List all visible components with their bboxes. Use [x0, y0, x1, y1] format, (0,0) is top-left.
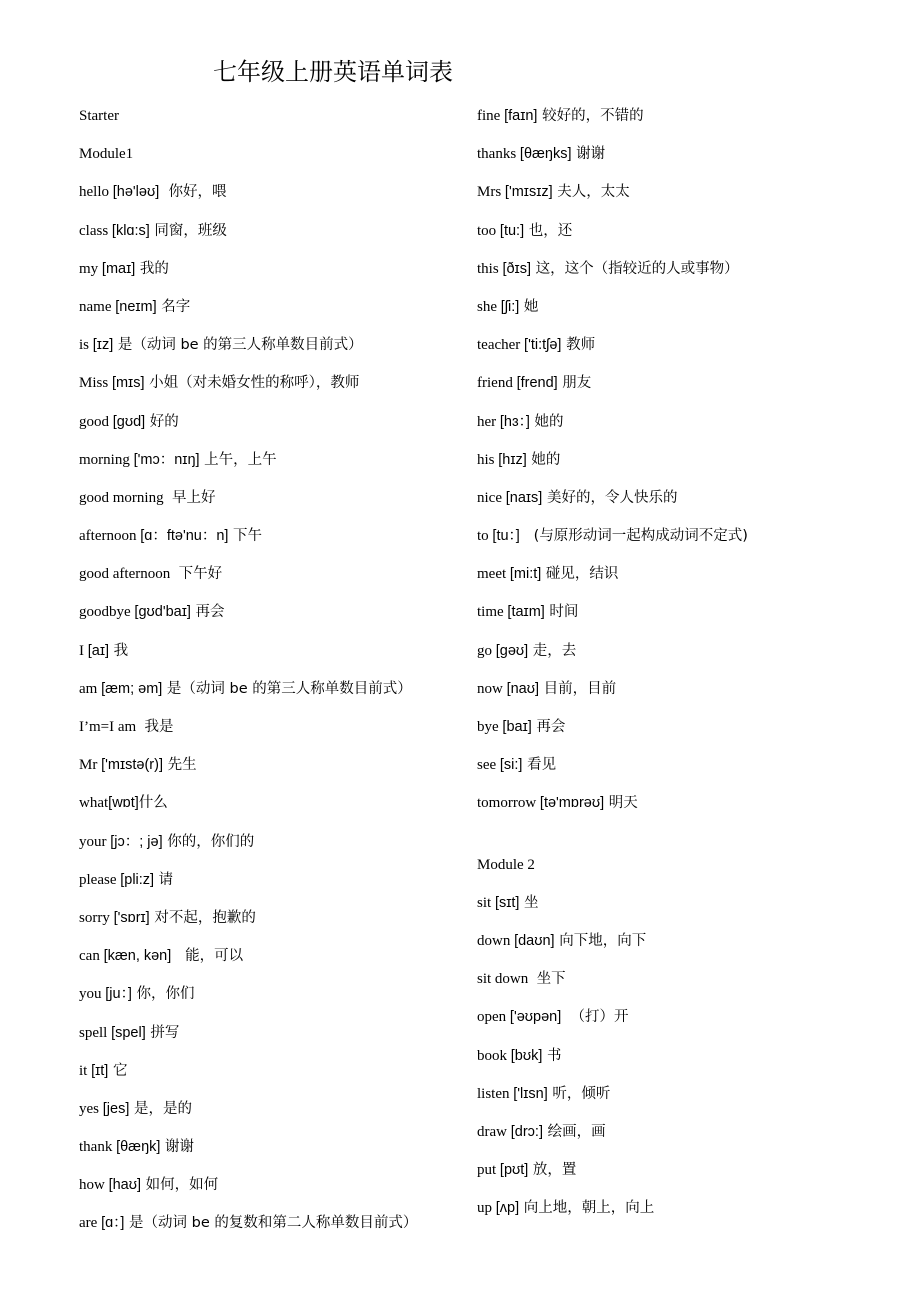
vocab-word: nice — [477, 489, 506, 506]
vocab-phonetic: ['lɪsn] — [513, 1085, 548, 1102]
vocab-entry — [79, 408, 479, 446]
vocab-phonetic: [ɪz] — [92, 337, 114, 354]
vocab-phonetic: [gəʊ] — [495, 642, 529, 659]
vocab-meaning: 书 — [542, 1047, 562, 1064]
vocab-meaning: 坐 — [519, 894, 539, 911]
vocab-entry — [79, 102, 479, 140]
vocab-entry — [477, 927, 897, 965]
vocab-phonetic: [ðɪs] — [502, 260, 531, 277]
vocab-phonetic: [haʊ] — [108, 1177, 142, 1194]
vocab-word: am — [79, 680, 102, 697]
vocab-phonetic: [daʊn] — [514, 932, 555, 949]
vocab-phonetic: [ʌp] — [495, 1200, 520, 1217]
vocab-entry — [79, 904, 479, 942]
vocab-phonetic: [sɪt] — [494, 894, 520, 911]
vocab-entry — [79, 1057, 479, 1095]
vocab-word: Starter — [79, 108, 119, 124]
vocab-word: goodbye — [79, 604, 135, 621]
vocab-phonetic: [aɪ] — [87, 642, 110, 659]
vocab-entry — [477, 637, 897, 675]
vocab-entry — [79, 789, 479, 827]
vocab-entry — [79, 484, 479, 522]
vocab-entry — [477, 369, 897, 407]
vocab-phonetic: [drɔ:] — [510, 1123, 543, 1140]
vocab-meaning: 是（动词 be 的第三人称单数目前式） — [162, 680, 412, 697]
vocab-word: Module1 — [79, 146, 134, 163]
vocab-meaning: 放，置 — [528, 1162, 577, 1179]
vocab-meaning: 我的 — [135, 260, 169, 277]
vocab-meaning: 请 — [154, 871, 174, 888]
vocab-word: teacher — [477, 337, 525, 354]
vocab-phonetic: ['əʊpən] — [509, 1009, 562, 1026]
vocab-meaning: 小姐（对未婚女性的称呼），教师 — [144, 375, 360, 392]
vocab-word: sit — [477, 894, 495, 911]
vocab-entry — [477, 1194, 897, 1232]
left-column — [79, 102, 479, 1248]
vocab-meaning: 这，这个（指较近的人或事物） — [530, 260, 739, 277]
vocab-entry — [477, 217, 897, 255]
vocab-meaning: 你的，你们的 — [162, 833, 255, 850]
vocab-phonetic: [bʊk] — [510, 1047, 543, 1064]
vocab-entry — [477, 675, 897, 713]
vocab-entry — [477, 889, 897, 927]
vocab-meaning: 坐下 — [532, 971, 566, 988]
vocab-meaning: 教师 — [561, 337, 596, 354]
vocab-entry — [477, 102, 897, 140]
vocab-word: hello — [79, 184, 113, 201]
vocab-phonetic: [mi:t] — [509, 566, 542, 583]
vocab-entry — [477, 446, 897, 484]
vocab-phonetic: [tə'mɒrəʊ] — [539, 795, 605, 812]
vocab-meaning: 早上好 — [167, 489, 216, 506]
vocab-word: Mrs — [477, 184, 505, 201]
vocab-word: now — [477, 680, 507, 697]
vocab-entry — [79, 1171, 479, 1209]
vocab-meaning: 先生 — [163, 757, 197, 774]
vocab-phonetic: [tu:] — [499, 222, 525, 239]
vocab-meaning: 走，去 — [528, 642, 577, 659]
vocab-meaning: 朋友 — [557, 375, 592, 392]
vocab-entry — [477, 751, 897, 789]
vocab-phonetic: [klɑ:s] — [111, 222, 150, 239]
vocab-word: my — [79, 260, 102, 277]
vocab-meaning: 看见 — [522, 757, 557, 774]
vocab-entry — [477, 293, 897, 331]
vocab-phonetic: [tu：] — [492, 528, 520, 545]
vocab-meaning: (与原形动词一起构成动词不定式) — [519, 528, 748, 545]
vocab-entry — [477, 140, 897, 178]
vocab-meaning: 美好的，令人快乐的 — [542, 489, 678, 506]
vocab-word: open — [477, 1009, 510, 1026]
vocab-word: sit down — [477, 971, 533, 988]
vocab-word: is — [79, 337, 93, 354]
vocab-entry — [79, 1209, 479, 1247]
vocab-phonetic: [faɪn] — [504, 108, 538, 124]
vocab-entry — [477, 851, 897, 889]
vocab-word: good morning — [79, 489, 168, 506]
vocab-meaning: 也，还 — [524, 222, 573, 239]
vocab-meaning: 是（动词 be 的第三人称单数目前式） — [113, 337, 363, 354]
vocab-entry — [79, 255, 479, 293]
vocab-word: I’m=I am — [79, 719, 140, 735]
vocab-word: she — [477, 298, 501, 315]
vocab-word: his — [477, 451, 499, 468]
vocab-phonetic: [ju：] — [105, 986, 132, 1003]
vocab-phonetic: [kæn, kən] — [103, 948, 172, 965]
vocab-word: it — [79, 1062, 92, 1079]
vocab-word: your — [79, 833, 111, 850]
vocab-phonetic: [maɪ] — [101, 260, 136, 277]
vocab-meaning: 我是 — [139, 719, 174, 735]
vocab-word: go — [477, 642, 496, 659]
vocab-word: too — [477, 222, 500, 239]
vocab-word: good — [79, 413, 113, 430]
vocab-meaning: 她 — [519, 298, 539, 315]
vocab-phonetic: [jes] — [102, 1100, 130, 1117]
vocab-entry — [79, 522, 479, 560]
vocab-meaning: 好的 — [145, 413, 179, 430]
vocab-word: to — [477, 528, 493, 545]
vocab-entry — [79, 751, 479, 789]
vocab-meaning: 较好的，不错的 — [537, 108, 644, 124]
vocab-meaning: 是（动词 be 的复数和第二人称单数目前式） — [124, 1215, 418, 1232]
vocab-entry — [477, 1118, 897, 1156]
vocab-word: you — [79, 986, 106, 1003]
vocab-word: fine — [477, 108, 505, 124]
vocab-entry — [477, 598, 897, 636]
vocab-meaning: 拼写 — [145, 1024, 180, 1041]
vocab-entry — [477, 1080, 897, 1118]
page-title: 七年级上册英语单词表 — [213, 58, 453, 86]
vocab-phonetic: [baɪ] — [502, 719, 532, 735]
vocab-word: see — [477, 757, 500, 774]
vocab-word: I — [79, 642, 88, 659]
vocab-meaning: 再会 — [190, 604, 225, 621]
vocab-phonetic: [æm; əm] — [101, 680, 163, 697]
vocab-phonetic: ['ti:tʃə] — [524, 337, 562, 354]
vocab-phonetic: [jɔ：; jə] — [110, 833, 163, 850]
vocab-meaning: 如何，如何 — [141, 1177, 219, 1194]
vocab-meaning: 上午，上午 — [199, 451, 277, 468]
vocab-phonetic: [si:] — [499, 757, 523, 774]
vocab-word: book — [477, 1047, 511, 1064]
vocab-phonetic: [θæŋk] — [116, 1139, 161, 1156]
vocab-word: down — [477, 932, 515, 949]
vocab-word: morning — [79, 451, 134, 468]
vocab-phonetic: [pʊt] — [499, 1162, 529, 1179]
vocab-word: how — [79, 1177, 109, 1194]
vocab-meaning: 谢谢 — [160, 1139, 195, 1156]
right-column — [477, 102, 897, 1232]
vocab-meaning: 时间 — [544, 604, 579, 621]
vocab-phonetic: ['mɪsɪz] — [504, 184, 553, 201]
vocab-entry — [79, 637, 479, 675]
vocab-phonetic: [neɪm] — [115, 298, 157, 315]
vocab-entry — [477, 522, 897, 560]
vocab-meaning: 你好，喂 — [159, 184, 227, 201]
vocab-entry — [79, 369, 479, 407]
vocab-phonetic: [taɪm] — [507, 604, 545, 621]
vocab-meaning: 下午 — [228, 528, 263, 545]
vocab-word: Miss — [79, 375, 112, 392]
vocab-phonetic: [gʊd] — [112, 413, 146, 430]
vocab-entry — [477, 408, 897, 446]
vocab-word: draw — [477, 1123, 511, 1140]
vocab-word: please — [79, 871, 121, 888]
vocab-entry — [477, 484, 897, 522]
vocab-word: spell — [79, 1024, 112, 1041]
vocab-word: her — [477, 413, 500, 430]
vocab-word: afternoon — [79, 528, 141, 545]
vocab-phonetic: [naʊ] — [506, 680, 540, 697]
vocab-meaning: 下午好 — [173, 566, 223, 583]
vocab-word: up — [477, 1200, 496, 1217]
vocab-word: can — [79, 948, 104, 965]
vocab-meaning: 向上地，朝上，向上 — [519, 1200, 655, 1217]
vocab-entry — [477, 789, 897, 827]
vocab-word: listen — [477, 1085, 514, 1102]
vocab-meaning: 能，可以 — [171, 948, 244, 965]
vocab-meaning: 我 — [109, 642, 129, 659]
vocab-entry — [79, 713, 479, 751]
vocab-word: put — [477, 1162, 500, 1179]
vocab-entry — [79, 331, 479, 369]
vocab-entry — [79, 1095, 479, 1133]
vocab-entry — [79, 598, 479, 636]
vocab-phonetic: [mɪs] — [111, 375, 145, 392]
vocab-meaning: 你，你们 — [131, 986, 195, 1003]
vocab-entry — [79, 446, 479, 484]
vocab-meaning: 目前，目前 — [539, 680, 617, 697]
vocab-entry — [477, 1003, 897, 1041]
vocab-phonetic: [pli:z] — [120, 871, 155, 888]
vocab-word: are — [79, 1215, 102, 1232]
vocab-meaning: 明天 — [604, 795, 638, 812]
vocab-phonetic: [θæŋks] — [519, 146, 572, 163]
vocab-word: friend — [477, 375, 517, 392]
vocab-entry — [79, 1133, 479, 1171]
vocab-entry — [79, 178, 479, 216]
vocab-entry — [79, 980, 479, 1018]
vocab-meaning: 同窗，班级 — [149, 222, 227, 239]
vocab-phonetic: ['mɔ：nɪŋ] — [133, 451, 200, 468]
vocab-meaning: 绘画，画 — [542, 1123, 606, 1140]
vocab-phonetic: [ɑ：ftə'nu：n] — [140, 528, 229, 545]
vocab-word: time — [477, 604, 508, 621]
vocab-phonetic: [naɪs] — [505, 489, 543, 506]
vocab-phonetic: ['mɪstə(r)] — [101, 757, 163, 774]
vocab-entry — [79, 560, 479, 598]
vocab-word: what — [79, 795, 109, 812]
vocab-entry — [477, 965, 897, 1003]
vocab-entry — [477, 255, 897, 293]
vocab-entry — [79, 866, 479, 904]
vocab-phonetic: [wɒt] — [108, 795, 139, 812]
vocab-meaning: 它 — [108, 1062, 128, 1079]
vocab-entry — [477, 713, 897, 751]
vocab-meaning: 她的 — [526, 451, 561, 468]
vocab-meaning: 对不起，抱歉的 — [149, 909, 256, 926]
vocab-word: sorry — [79, 909, 114, 926]
vocab-word: meet — [477, 566, 510, 583]
vocab-entry — [477, 1042, 897, 1080]
vocab-word: thank — [79, 1139, 117, 1156]
vocab-meaning: 听，倾听 — [547, 1085, 611, 1102]
vocab-entry — [79, 942, 479, 980]
vocab-word: bye — [477, 719, 503, 735]
vocab-word: thanks — [477, 146, 520, 163]
vocab-entry — [477, 1156, 897, 1194]
vocab-meaning: 是，是的 — [129, 1100, 192, 1117]
vocab-phonetic: [hə'ləʊ] — [112, 184, 160, 201]
vocab-phonetic: [ɑ：] — [101, 1215, 125, 1232]
vocab-meaning: 碰见，结识 — [541, 566, 619, 583]
vocab-meaning: 谢谢 — [571, 146, 606, 163]
vocab-phonetic: ['sɒrɪ] — [113, 909, 150, 926]
vocab-phonetic: [hɪz] — [498, 451, 527, 468]
vocab-meaning: 什么 — [138, 795, 168, 812]
vocab-entry — [79, 675, 479, 713]
vocab-entry — [477, 178, 897, 216]
vocab-meaning: （打）开 — [561, 1009, 629, 1026]
vocab-phonetic: [spel] — [111, 1024, 146, 1041]
vocab-entry — [79, 1019, 479, 1057]
vocab-word: name — [79, 298, 116, 315]
vocab-entry — [79, 217, 479, 255]
vocab-meaning: 向下地，向下 — [554, 932, 647, 949]
vocab-word: yes — [79, 1100, 103, 1117]
vocab-meaning: 夫人，太太 — [552, 184, 630, 201]
vocab-entry — [477, 331, 897, 369]
vocab-phonetic: [hɜ：] — [499, 413, 530, 430]
vocab-word: good afternoon — [79, 566, 174, 583]
vocab-phonetic: [frend] — [516, 375, 558, 392]
vocab-phonetic: [gʊd'baɪ] — [134, 604, 191, 621]
vocab-word: Mr — [79, 757, 102, 774]
vocab-word: tomorrow — [477, 795, 540, 812]
vocab-entry — [477, 560, 897, 598]
vocab-entry — [79, 140, 479, 178]
vocab-entry — [79, 293, 479, 331]
vocab-word: this — [477, 260, 503, 277]
vocab-meaning: 她的 — [529, 413, 564, 430]
vocab-word: Module 2 — [477, 856, 535, 873]
vocab-entry — [79, 828, 479, 866]
vocab-phonetic: [ɪt] — [91, 1062, 109, 1079]
vocab-meaning: 再会 — [531, 719, 566, 735]
vocab-phonetic: [ʃi:] — [500, 298, 520, 315]
vocab-word: class — [79, 222, 112, 239]
vocab-meaning: 名字 — [156, 298, 191, 315]
